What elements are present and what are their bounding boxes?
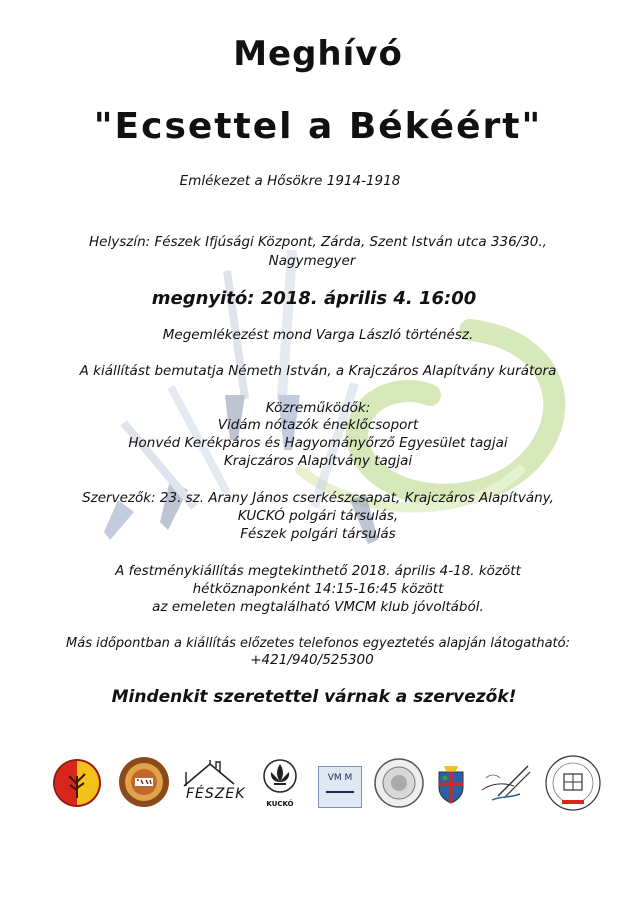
contributors-heading: Közreműködők: (265, 400, 371, 416)
brown-seal-logo (118, 756, 170, 808)
organizers-line-1: Szervezők: 23. sz. Arany János cserkészcsapat, Krajczáros Alapítvány, (82, 490, 554, 506)
tree-emblem-logo (52, 758, 102, 808)
feszek-logo (180, 758, 246, 810)
contributor-item: Honvéd Kerékpáros és Hagyományőrző Egyesület tagjai (128, 435, 508, 451)
roof-icon (180, 758, 238, 788)
opening-time: megnyitó: 2018. április 4. 16:00 (151, 288, 477, 309)
venue-line-1: Helyszín: Fészek Ifjúsági Központ, Zárda, Szent István utca 336/30., (89, 234, 547, 250)
kucko-logo (260, 758, 300, 814)
circular-emblem-logo (544, 754, 602, 812)
closing-line: Mindenkit szeretettel várnak a szervezők! (111, 687, 517, 707)
coat-of-arms-logo (436, 762, 466, 804)
phone-number: +421/940/525300 (250, 652, 374, 668)
vmcm-logo (318, 766, 362, 808)
speech-line: Megemlékezést mond Varga László történész. (162, 327, 474, 343)
organizers-line-2: KUCKÓ polgári társulás, (237, 508, 399, 524)
sponsor-logos (48, 748, 608, 820)
exhibition-line-2: hétköznaponként 14:15-16:45 között (192, 581, 444, 597)
venue-line-2: Nagymegyer (268, 253, 356, 269)
contributor-item: Krajczáros Alapítvány tagjai (223, 453, 413, 469)
presenter-line: A kiállítást bemutatja Németh István, a Krajczáros Alapítvány kurátora (79, 363, 557, 379)
tagline: Emlékezet a Hősökre 1914-1918 (179, 173, 401, 189)
exhibition-line-1: A festménykiállítás megtekinthető 2018. április 4-18. között (115, 563, 521, 579)
contributor-item: Vidám nótazók éneklőcsoport (217, 417, 419, 433)
event-title: "Ecsettel a Békéért" (93, 106, 543, 147)
vmcm-logo-text: VM M (327, 773, 353, 783)
kucko-logo-text: KUCKÓ (266, 800, 294, 808)
page-title: Meghívó (233, 34, 403, 74)
fleur-de-lis-icon (262, 758, 298, 798)
exhibition-line-3: az emeleten megtalálható VMCM klub jóvoltából. (152, 599, 484, 615)
organizers-line-3: Fészek polgári társulás (240, 526, 396, 542)
other-times-line-1: Más időpontban a kiállítás előzetes telefonos egyeztetés alapján látogatható: (66, 636, 570, 651)
feszek-logo-text: FÉSZEK (186, 786, 246, 802)
stamp-seal-logo (374, 758, 424, 808)
palette-brush-logo (478, 760, 534, 804)
